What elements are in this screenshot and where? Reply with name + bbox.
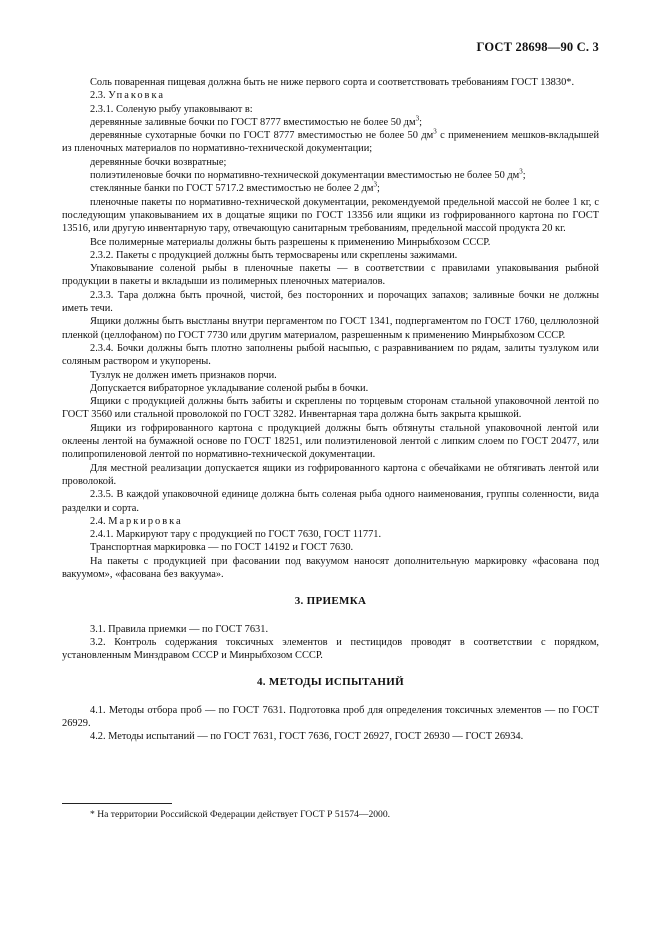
paragraph: Ящики из гофрированного картона с продукцией должны быть обтянуты стальной упаковочной лентой или оклеены лентой на бумажной основе по ГОСТ 18251, или полиэтиленовой лентой с липким слоем по ГОСТ 20477, или полипропиленовой лентой по нормативно-технической документации.: [62, 422, 599, 461]
section-heading-test-methods: 4. МЕТОДЫ ИСПЫТАНИЙ: [257, 676, 404, 689]
paragraph: полиэтиленовые бочки по нормативно-технической документации вместимостью не более 50 $дм^3$;: [90, 167, 526, 182]
paragraph: 2.3.3. Тара должна быть прочной, чистой, без посторонних и порочащих запахов; заливные бочки не должны иметь течи.: [62, 289, 599, 315]
paragraph: 2.3.1. Соленую рыбу упаковывают в:: [90, 103, 253, 115]
paragraph: Допускается вибраторное укладывание соленой рыбы в бочки.: [90, 382, 369, 394]
footnote-divider: [62, 803, 172, 804]
paragraph: Все полимерные материалы должны быть разрешены к применению Минрыбхозом СССР.: [90, 236, 491, 248]
paragraph: 3.2. Контроль содержания токсичных элементов и пестицидов проводят в соответствии с порядком, установленным Минздравом СССР и Минрыбхозом СССР.: [62, 636, 599, 662]
paragraph: Упаковывание соленой рыбы в пленочные пакеты — в соответствии с правилами упаковывания рыбной продукции в пакеты и вкладыши из полимерных пленочных материалов.: [62, 263, 599, 288]
paragraph: пленочные пакеты по нормативно-технической документации, рекомендуемой предельной массой не более 1 кг, с последующим упаковыванием их в дощатые ящики по ГОСТ 13356 или ящики из гофрированного картона по ГОСТ 13516, или другую инвентарную тару, отвечающую санитарным требованиям, предельной массой продукта 20 кг.: [62, 196, 599, 235]
paragraph: 2.3.5. В каждой упаковочной единице должна быть соленая рыба одного наименования, группы соленности, вида разделки и сорта.: [62, 489, 599, 514]
paragraph: деревянные заливные бочки по ГОСТ 8777 вместимостью не более 50 $дм^3$;: [90, 114, 422, 128]
document-body: [62, 76, 599, 744]
footnote: * На территории Российской Федерации действует ГОСТ Р 51574—2000.: [90, 809, 391, 820]
paragraph: стеклянные банки по ГОСТ 5717.2 вместимостью не более 2 $дм^3$;: [90, 180, 380, 195]
paragraph: Транспортная маркировка — по ГОСТ 14192 и ГОСТ 7630.: [90, 542, 354, 554]
section-heading-acceptance: 3. ПРИЕМКА: [294, 595, 367, 608]
paragraph: 4.2. Методы испытаний — по ГОСТ 7631, ГОСТ 7636, ГОСТ 26927, ГОСТ 26930 — ГОСТ 26934.: [90, 731, 524, 743]
paragraph: Соль поваренная пищевая должна быть не ниже первого сорта и соответствовать требованиям ГОСТ 13830*.: [90, 77, 575, 88]
subsection-heading-packaging: 2.3. Упаковка: [90, 90, 165, 102]
paragraph: 2.3.2. Пакеты с продукцией должны быть термосварены или скреплены зажимами.: [90, 249, 458, 261]
paragraph: 3.1. Правила приемки — по ГОСТ 7631.: [90, 623, 269, 635]
paragraph: 2.3.4. Бочки должны быть плотно заполнены рыбой насыпью, с разравниванием по рядам, залиты тузлуком или соляным раствором и укупорены.: [62, 342, 599, 368]
paragraph: Ящики должны быть выстланы внутри пергаментом по ГОСТ 1341, подпергаментом по ГОСТ 1760, целлюлозной пленкой (целлофаном) по ГОСТ 7730 или другим материалом, разрешенным к применению Минрыбхозом СССР.: [62, 316, 599, 341]
paragraph: деревянные сухотарные бочки по ГОСТ 8777 вместимостью не более 50 $дм^3$ с применением мешков-вкладышей из пленочных материалов по нормативно-технической документации;: [62, 127, 599, 155]
paragraph: На пакеты с продукцией при фасовании под вакуумом наносят дополнительную маркировку «фасована под вакуумом», «фасована без вакуума».: [62, 555, 599, 580]
paragraph: деревянные бочки возвратные;: [90, 156, 227, 168]
paragraph: 4.1. Методы отбора проб — по ГОСТ 7631. Подготовка проб для определения токсичных элементов — по ГОСТ 26929.: [62, 704, 599, 730]
subsection-heading-marking: 2.4. Маркировка: [90, 515, 183, 527]
paragraph: Ящики с продукцией должны быть забиты и скреплены по торцевым сторонам стальной упаковочной лентой по ГОСТ 3560 или стальной проволокой по ГОСТ 3282. Инвентарная тара должна быть закрыта крышкой.: [62, 396, 599, 421]
paragraph: Для местной реализации допускается ящики из гофрированного картона с обечайками не обтягивать лентой или проволокой.: [62, 462, 599, 487]
paragraph: 2.4.1. Маркируют тару с продукцией по ГОСТ 7630, ГОСТ 11771.: [90, 529, 382, 541]
paragraph: Тузлук не должен иметь признаков порчи.: [90, 369, 277, 381]
page-header: ГОСТ 28698—90 С. 3: [476, 40, 599, 54]
